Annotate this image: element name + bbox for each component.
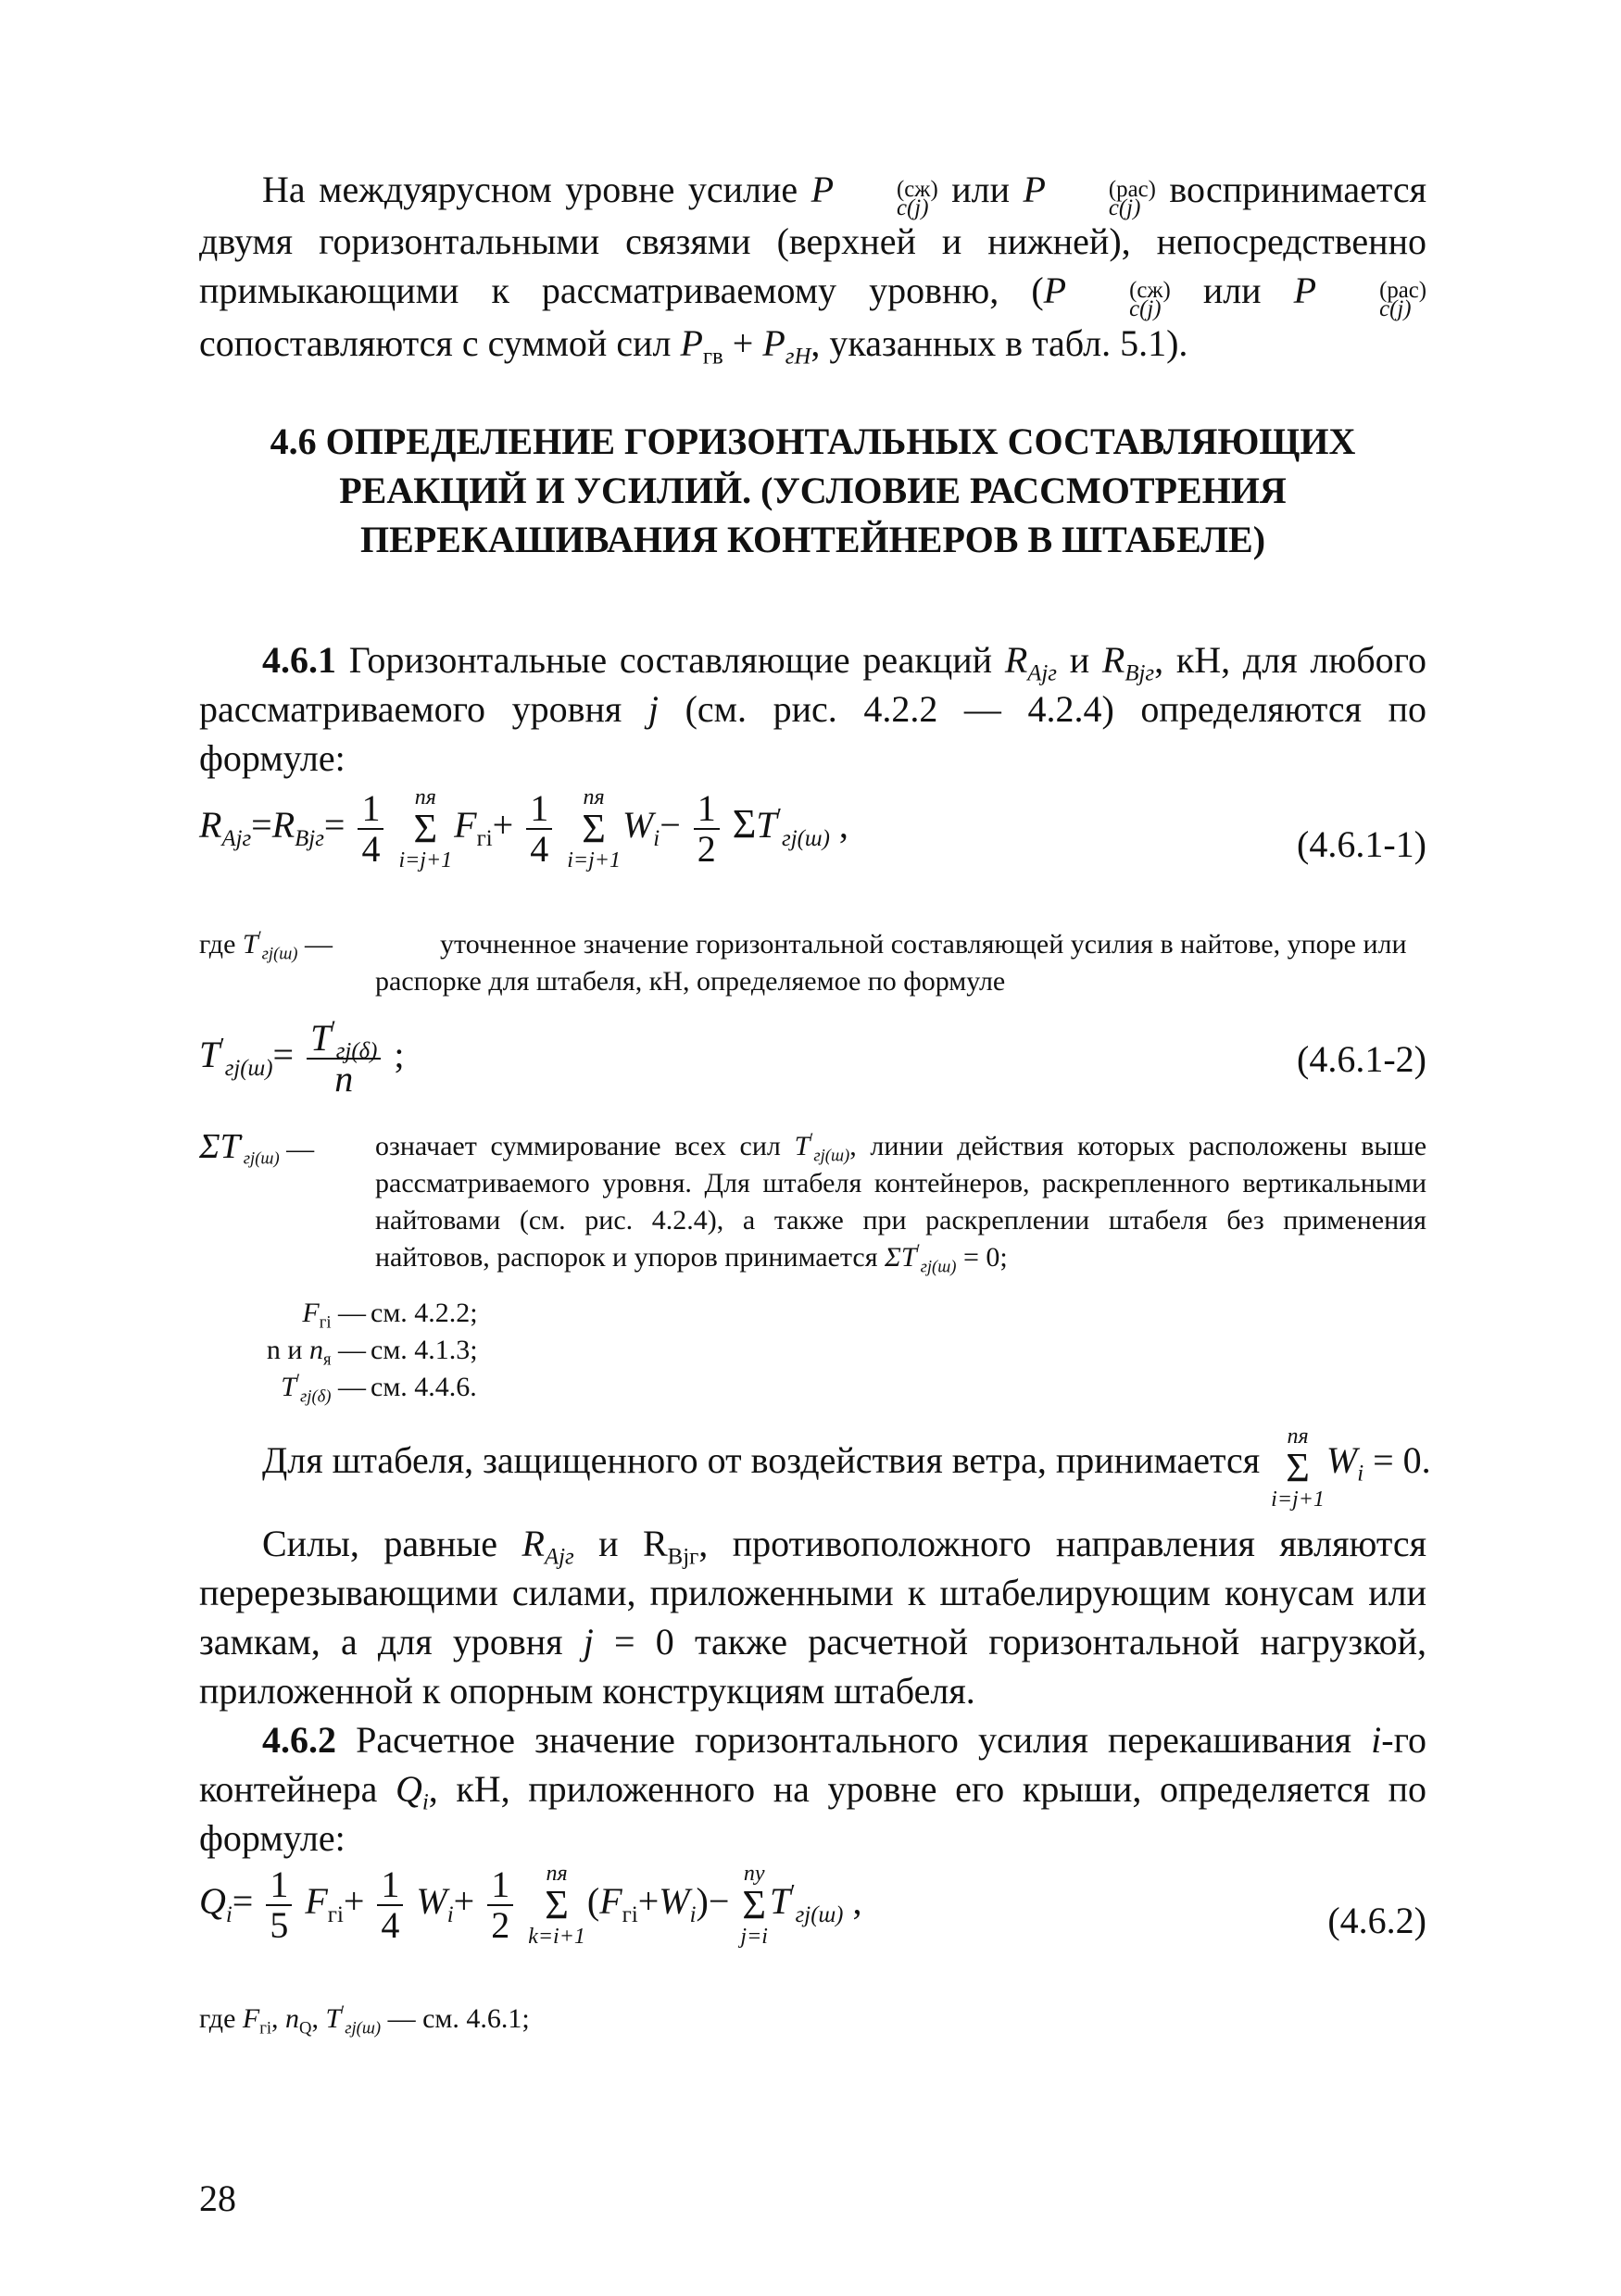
- formula-sub-gjsh: гj(ш): [224, 1055, 273, 1081]
- sup-sj: (сж): [897, 176, 938, 202]
- fraction-one-quarter: $\frac{1}{4}$: [377, 1865, 403, 1945]
- sum-operator: ny Σ j=i: [740, 1862, 768, 1949]
- formula-number-4-6-1-1: (4.6.1-1): [1297, 823, 1426, 865]
- sum-operator: nя Σ i=j+1: [567, 785, 621, 872]
- clause-number-4-6-2: 4.6.2: [262, 1719, 336, 1761]
- sub-cj: c(j): [1108, 194, 1141, 220]
- wind-statement: [199, 1399, 1431, 1512]
- equals-zero: = 0.: [1363, 1439, 1431, 1481]
- symbol-r: R: [1004, 639, 1028, 681]
- symbol-pgh: P: [762, 321, 785, 364]
- formula-sub-gi: гi: [476, 825, 493, 851]
- intro-paragraph: [199, 165, 1426, 368]
- sum-operator: nя Σ i=j+1: [398, 785, 453, 872]
- def-t: T: [242, 929, 258, 960]
- formula-sub-gjsh: гj(ш): [782, 825, 830, 851]
- formula-sub-ajg: Ajг: [221, 825, 252, 851]
- paragraph-4-6-2: 4.6.2 Расчетное значение горизонтального усилия перекашивания i-го контейнера $Q_i$, кН, приложенного на уровне его крыши, определяется по формуле:: [199, 1719, 1426, 1859]
- formula-r: R: [271, 804, 295, 847]
- minus-sign: −: [660, 804, 681, 847]
- where-4-6-2: где $F_{гi}$, $n_Q$, $T'_{гj(ш)}$ — см. 4.6.1;: [199, 2001, 530, 2039]
- sub-bjg: Bjг: [1125, 660, 1155, 686]
- formula-number-4-6-1-2: (4.6.1-2): [1297, 1038, 1426, 1080]
- fraction-one-half: $\frac{1}{2}$: [487, 1865, 513, 1945]
- p461-text-2: , кН, для любого рассматриваемого уровня: [199, 639, 1426, 730]
- fraction-t-over-n: $\frac{T'_{гj(\delta)}}{n}$: [307, 1019, 381, 1098]
- section-heading: [199, 417, 1426, 564]
- symbol-p: P: [810, 169, 835, 210]
- symbol-j: j: [647, 688, 659, 730]
- fraction-one-quarter: $\frac{1}{4}$: [526, 789, 552, 869]
- symbol-p: P: [1023, 169, 1046, 210]
- formula-4-6-1-1: $R_{Ajг}=R_{Bjг}=$ $\frac{1}{4}$ nя Σ i=j+1 $F_{гi}+$ $\frac{1}{4}$ nя Σ i=j+1 $W_i-$ $\frac{1}{2}$ $\Sigma T'_{гj(ш)}$ , (4.6.1-1): [199, 785, 1426, 872]
- formula-4-6-2: $Q_i=$ $\frac{1}{5}$ $F_{гi}+$ $\frac{1}{4}$ $W_i+$ $\frac{1}{2}$ nя Σ k=i+1 $(F_{гi}+W_i)-$ ny Σ j=i $T'_{гj(ш)}$ , (4.6.2): [199, 1862, 1426, 1949]
- sup-ras: (рас): [1108, 176, 1156, 202]
- section-title-line-2: РЕАКЦИЙ И УСИЛИЙ. (УСЛОВИЕ РАССМОТРЕНИЯ: [339, 470, 1287, 511]
- section-title-line-3: ПЕРЕКАШИВАНИЯ КОНТЕЙНЕРОВ В ШТАБЕЛЕ): [359, 519, 1266, 560]
- sup-sj: (сж): [1129, 278, 1171, 304]
- fraction-one-quarter: $\frac{1}{4}$: [358, 789, 383, 869]
- paragraph-4-6-1: [199, 635, 1426, 783]
- formula-tail: ;: [394, 1034, 405, 1076]
- prime-mark: ′: [258, 927, 262, 947]
- formula-f: F: [454, 804, 477, 847]
- sup-ras: (рас): [1379, 278, 1427, 304]
- section-title-line-1: 4.6 ОПРЕДЕЛЕНИЕ ГОРИЗОНТАЛЬНЫХ СОСТАВЛЯЮЩИХ: [270, 420, 1356, 462]
- where-t-definition: уточненное значение горизонтальной составляющей усилия в найтове, упоре или распорке для штабеля, кН, определяемое по формуле: [375, 929, 1407, 997]
- prime-mark: ′: [220, 1034, 225, 1060]
- equals-sign: =: [251, 804, 272, 847]
- p461-and: и: [1056, 639, 1102, 681]
- sub-i: i: [1357, 1461, 1364, 1487]
- intro-text-1: На междуярусном уровне усилие: [262, 169, 798, 210]
- sub-gh: гH: [785, 344, 811, 370]
- plus-sign: +: [723, 321, 763, 364]
- intro-text-3: воспринимается двумя горизонтальными связями (верхней и нижней), непосредственно примыкающими к рассматриваемому уровню, (: [199, 169, 1427, 312]
- forces-paragraph: Силы, равные $R_{Ajг}$ и $R_{Bjг}$, противоположного направления являются перерезывающими силами, приложенными к штабелирующим конусам или замкам, а для уровня j = 0 также расчетной горизонтальной нагрузкой, приложенной к опорным конструкциям штабеля.: [199, 1523, 1427, 1712]
- dash: —: [297, 929, 333, 960]
- sum-operator: nя Σ i=j+1: [1271, 1424, 1325, 1512]
- formula-t: T: [199, 1034, 220, 1076]
- document-page: На междуярусном уровне усилие P (сж) c(j) или P (рас) c(j) воспринимается двумя горизонтальными связями (верхней и нижней), непосредственно примыкающими к рассматриваемому уровню, (P (сж) c(j) или P (рас) c(j) сопоставляются с суммой сил $P_{гв} + P_{гH}$, указанных в табл. 5.1). 4.6 ОПРЕДЕЛЕНИЕ ГОРИЗОНТАЛЬНЫХ СОСТАВЛЯЮЩИХ РЕАКЦИЙ И УСИЛИЙ. (УСЛОВИЕ РАССМОТРЕНИЯ ПЕРЕКАШИВАНИЯ КОНТЕЙНЕРОВ В ШТАБЕЛЕ) 4.6.1 Горизонтальные составляющие реакций $R_{Ajг}$ и $R_{Bjг}$, кН, для любого рассматриваемого уровня j (см. рис. 4.2.2 — 4.2.4) определяются по формуле: $R_{Ajг}=R_{Bjг}=$ $\frac{1}{4}$ nя Σ i=j+1 $F_{гi}+$ $\frac{1}{4}$ nя Σ i=j+1 $W_i-$ $\frac{1}{2}$ $\Sigma T'_{гj(ш)}$ , (4.6.1-1) где $T'_{гj(ш)}$ — уточненное значение горизонтальной составляющей усилия в найтове, упоре или распорке для штабеля, кН, определяемое по формуле $T'_{гj(ш)}=$ $\frac{T'_{гj(\delta)}}{n}$ ; (4.6.1-2) $\Sigma T'_{гj(ш)}$ — означает суммирование всех сил $T'_{гj(ш)}$, линии действия которых расположены выше рассматриваемого уровня. Для штабеля контейнеров, раскрепленного вертикальными найтовами (см. рис. 4.2.4), а также при раскреплении штабеля без применения найтовов, распорок и упоров принимается $\Sigma T'_{гj(ш)} = 0$; $F_{гi}$ — см. 4.2.2; n и $n_я$ — см. 4.1.3; $T'_{гj(\delta)}$ — см. 4.4.6. Для штабеля, защищенного от воздействия ветра, принимается nя Σ i=j+1 $W_i = 0$. Силы, равные $R_{Ajг}$ и $R_{Bjг}$, противоположного направления являются перерезывающими силами, приложенными к штабелирующим конусам или замкам, а для уровня j = 0 также расчетной горизонтальной нагрузкой, приложенной к опорным конструкциям штабеля. 4.6.2 Расчетное значение горизонтального усилия перекашивания i-го контейнера $Q_i$, кН, приложенного на уровне его крыши, определяется по формуле: $Q_i=$ $\frac{1}{5}$ $F_{гi}+$ $\frac{1}{4}$ $W_i+$ $\frac{1}{2}$ nя Σ k=i+1 $(F_{гi}+W_i)-$ ny Σ j=i $T'_{гj(ш)}$ , (4.6.2) где $F_{гi}$, $n_Q$, $T'_{гj(ш)}$ — см. 4.6.1; 28: [0, 0, 1621, 2296]
- symbol-r: R: [1101, 639, 1125, 681]
- formula-w: W: [622, 804, 654, 847]
- page-number: 28: [199, 2177, 236, 2219]
- sub-cj: c(j): [1379, 296, 1412, 322]
- formula-t: T: [756, 804, 777, 847]
- def-sub-gjsh: гj(ш): [261, 944, 298, 964]
- fraction-one-half: $\frac{1}{2}$: [694, 789, 720, 869]
- symbol-pgv: P: [680, 321, 703, 364]
- fraction-one-fifth: $\frac{1}{5}$: [266, 1865, 292, 1945]
- plus-sign: +: [492, 804, 514, 847]
- formula-sub-bjg: Bjг: [295, 825, 324, 851]
- p461-text-1: Горизонтальные составляющие реакций: [336, 639, 1005, 681]
- intro-text-5: сопоставляются с суммой сил: [199, 321, 672, 364]
- clause-number-4-6-1: 4.6.1: [262, 639, 336, 681]
- formula-number-4-6-2: (4.6.2): [1327, 1900, 1426, 1941]
- symbol-p: P: [1293, 270, 1317, 312]
- sub-gv: гв: [702, 344, 723, 370]
- where-label: где: [199, 929, 243, 960]
- intro-text-4: или: [1202, 270, 1262, 312]
- wind-text: Для штабеля, защищенного от воздействия ветра, принимается: [262, 1439, 1270, 1481]
- formula-r: R: [199, 804, 222, 847]
- p461-text-3: (см. рис. 4.2.2 — 4.2.4) определяются по формуле:: [199, 688, 1426, 779]
- symbol-p: P: [1043, 270, 1067, 312]
- sub-cj: c(j): [897, 194, 929, 220]
- formula-tail: ,: [829, 804, 848, 847]
- intro-text-6: , указанных в табл. 5.1).: [810, 321, 1188, 364]
- intro-text-2: или: [951, 169, 1010, 210]
- equals-sign: =: [272, 1034, 295, 1076]
- equals-sign: =: [323, 804, 346, 847]
- symbol-w: W: [1326, 1439, 1358, 1481]
- sub-cj: c(j): [1129, 296, 1162, 322]
- prime-mark: ′: [776, 804, 783, 830]
- sub-ajg: Ajг: [1027, 660, 1057, 686]
- sum-operator: nя Σ k=i+1: [528, 1862, 585, 1949]
- formula-sub-i: i: [653, 825, 660, 851]
